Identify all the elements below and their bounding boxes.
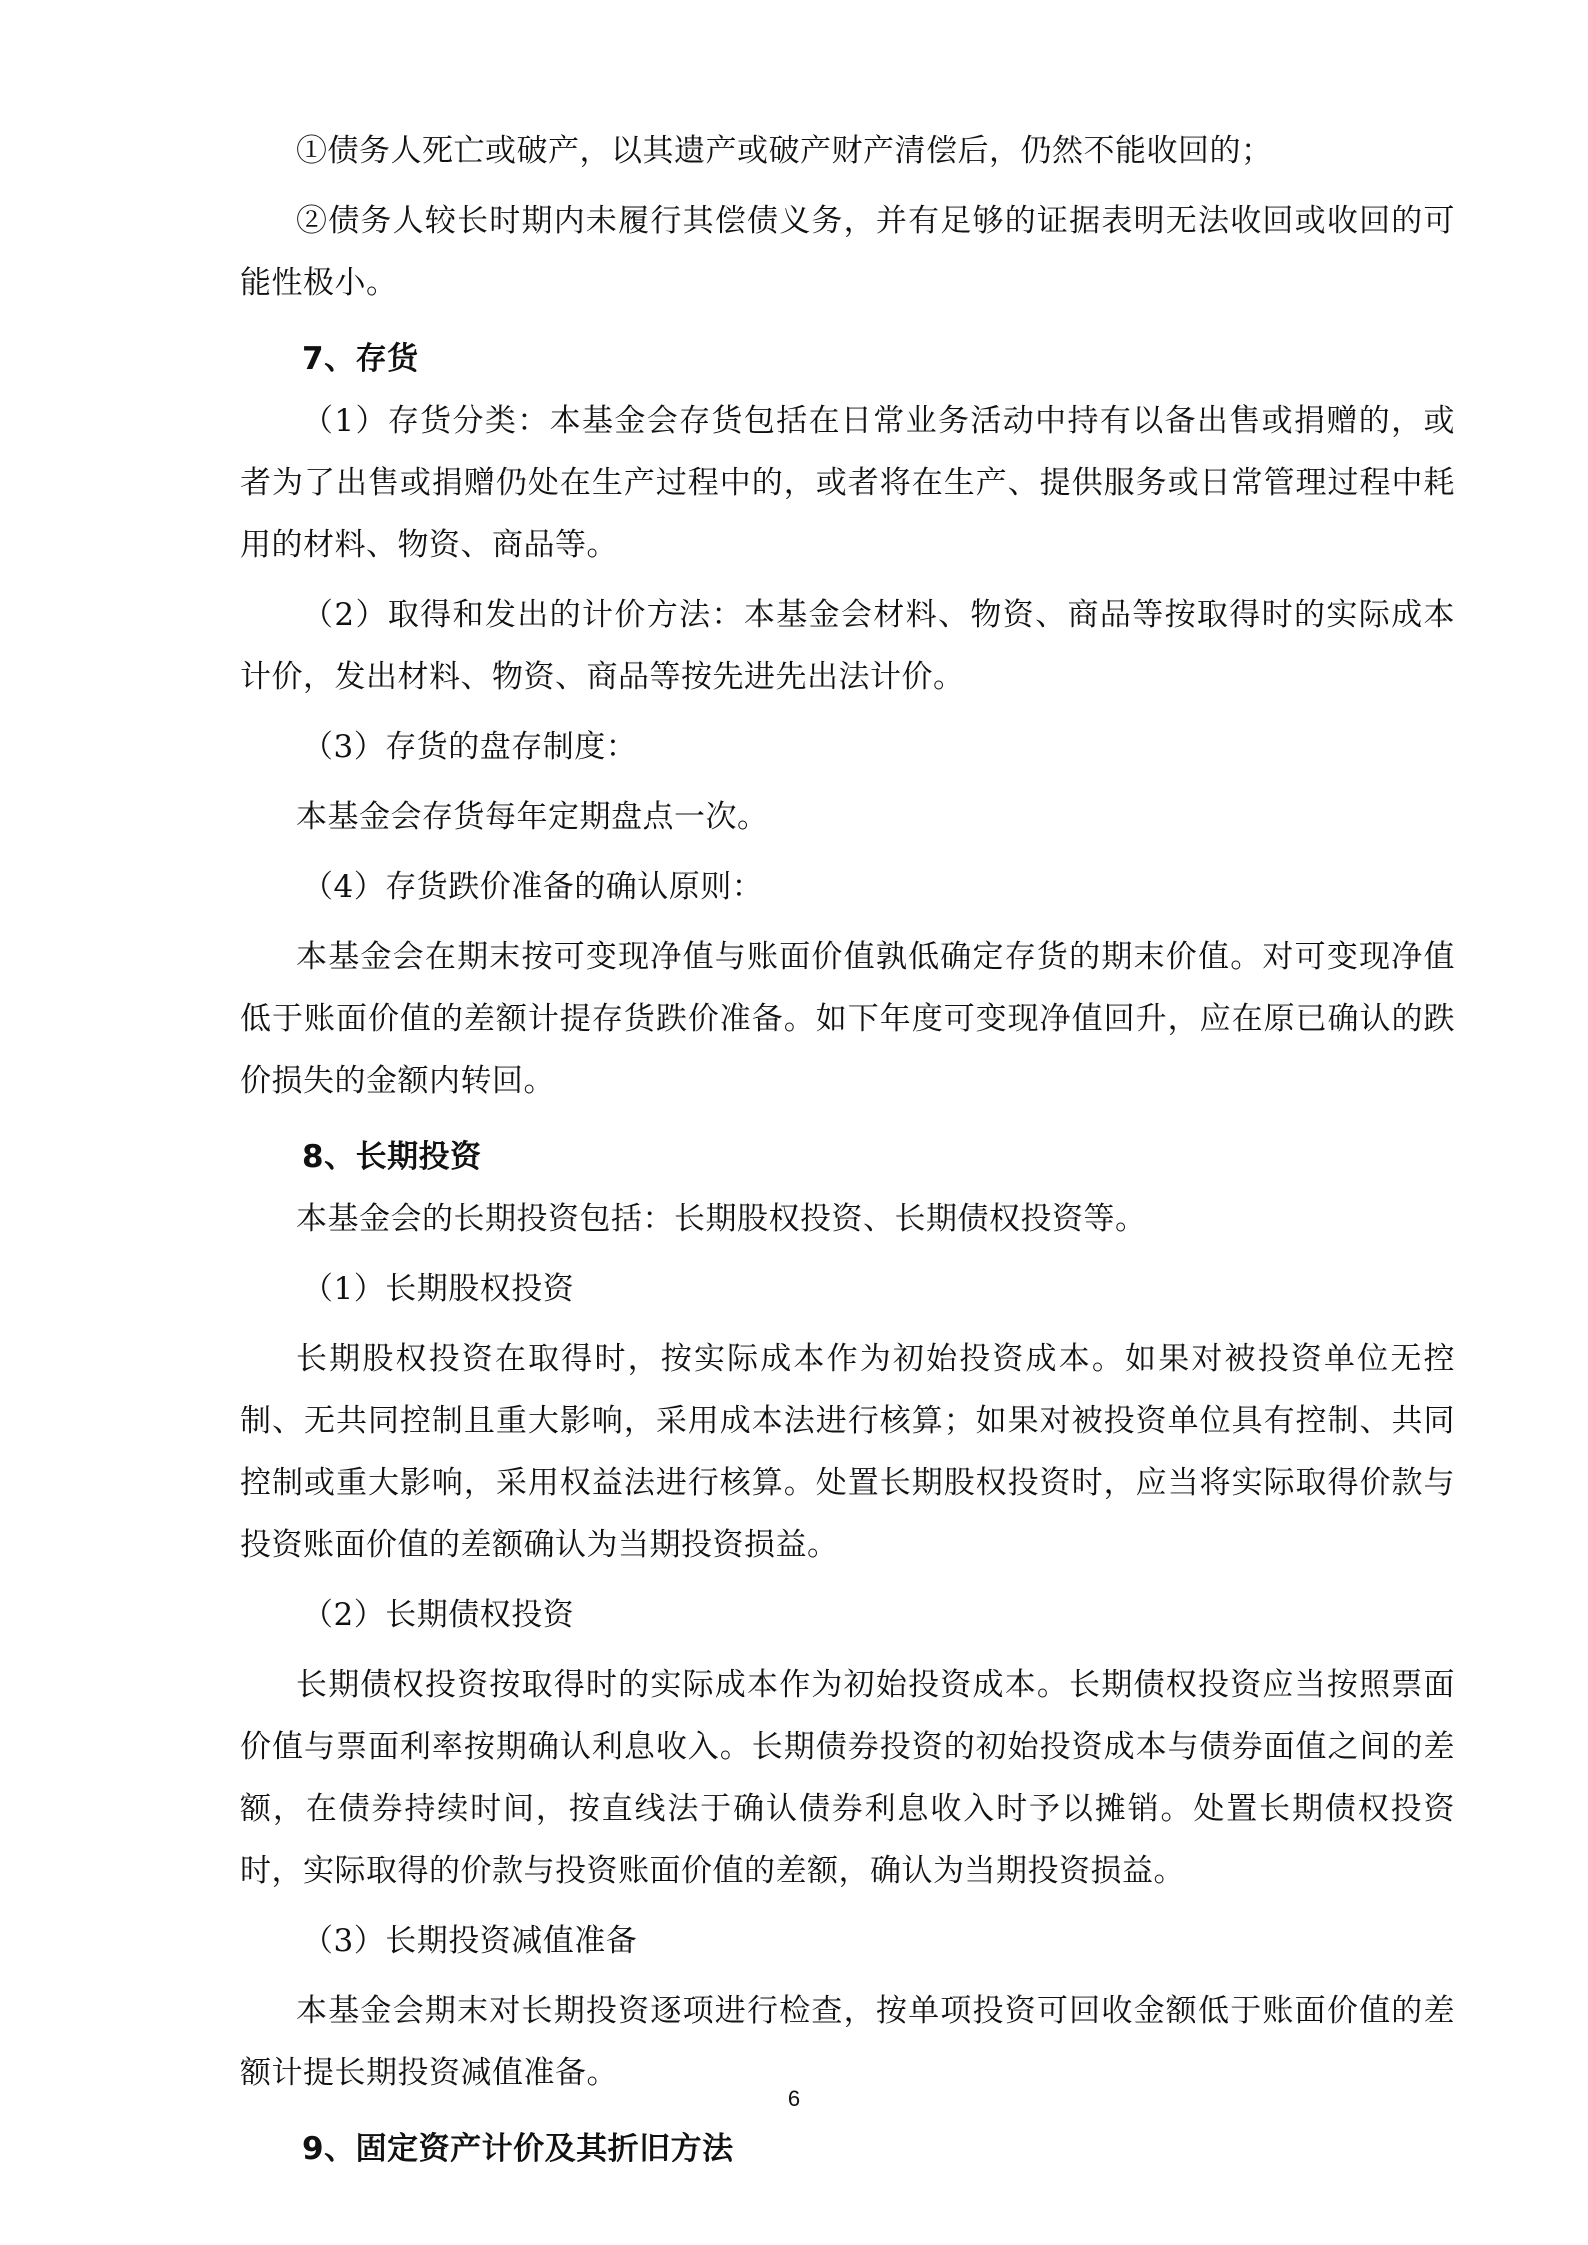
heading-inventory: 7、存货 [302, 341, 419, 377]
page-body [240, 120, 1455, 2180]
paragraph-investment-impairment-title: （3）长期投资减值准备 [302, 1923, 638, 1959]
paragraph-debtor-death: ①债务人死亡或破产，以其遗产或破产财产清偿后，仍然不能收回的； [296, 133, 1273, 169]
paragraph-investment-scope: 本基金会的长期投资包括：长期股权投资、长期债权投资等。 [296, 1201, 1147, 1237]
paragraph-valuation-method: （2）取得和发出的计价方法：本基金会材料、物资、商品等按取得时的实际成本计价，发出材料、物资、商品等按先进先出法计价。 [240, 597, 1455, 695]
paragraph-impairment-title: （4）存货跌价准备的确认原则： [302, 869, 764, 905]
paragraph-debtor-default: ②债务人较长时期内未履行其偿债义务，并有足够的证据表明无法收回或收回的可能性极小。 [240, 203, 1455, 301]
paragraph-inventory-classification: （1）存货分类：本基金会存货包括在日常业务活动中持有以备出售或捐赠的，或者为了出售或捐赠仍处在生产过程中的，或者将在生产、提供服务或日常管理过程中耗用的材料、物资、商品等。 [240, 403, 1455, 563]
paragraph-inventory-count: 本基金会存货每年定期盘点一次。 [296, 799, 769, 835]
heading-long-term-investment: 8、长期投资 [302, 1139, 482, 1175]
paragraph-investment-impairment: 本基金会期末对长期投资逐项进行检查，按单项投资可回收金额低于账面价值的差额计提长期投资减值准备。 [240, 1993, 1455, 2091]
paragraph-debt-investment-title: （2）长期债权投资 [302, 1597, 575, 1633]
heading-fixed-assets: 9、固定资产计价及其折旧方法 [302, 2131, 734, 2167]
paragraph-impairment-principle: 本基金会在期末按可变现净值与账面价值孰低确定存货的期末价值。对可变现净值低于账面价值的差额计提存货跌价准备。如下年度可变现净值回升，应在原已确认的跌价损失的金额内转回。 [240, 939, 1455, 1099]
paragraph-equity-investment: 长期股权投资在取得时，按实际成本作为初始投资成本。如果对被投资单位无控制、无共同控制且重大影响，采用成本法进行核算；如果对被投资单位具有控制、共同控制或重大影响，采用权益法进行核算。处置长期股权投资时，应当将实际取得价款与投资账面价值的差额确认为当期投资损益。 [240, 1341, 1455, 1563]
page-number: 6 [787, 2086, 801, 2111]
paragraph-inventory-system-title: （3）存货的盘存制度： [302, 729, 638, 765]
paragraph-debt-investment: 长期债权投资按取得时的实际成本作为初始投资成本。长期债权投资应当按照票面价值与票面利率按期确认利息收入。长期债券投资的初始投资成本与债券面值之间的差额，在债券持续时间，按直线法于确认债券利息收入时予以摊销。处置长期债权投资时，实际取得的价款与投资账面价值的差额，确认为当期投资损益。 [240, 1667, 1455, 1889]
paragraph-equity-investment-title: （1）长期股权投资 [302, 1271, 575, 1307]
